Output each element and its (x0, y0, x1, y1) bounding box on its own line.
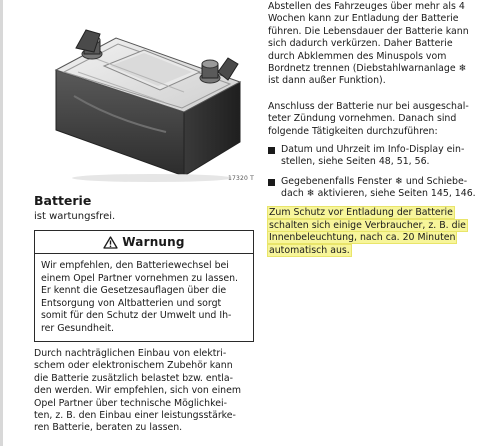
paragraph-line: Durch nachträglichen Einbau von elektri- (34, 348, 227, 359)
bullet-square-icon (268, 147, 275, 154)
warning-box (34, 230, 254, 342)
battery-figure (34, 0, 256, 185)
warning-line: somit für den Schutz der Umwelt und Ih- (41, 310, 232, 322)
highlighted-note (268, 207, 488, 257)
paragraph-line: durch Abklemmen des Minuspols vom (268, 50, 447, 62)
right-column (268, 0, 494, 446)
highlight-line: automatisch aus. (269, 244, 350, 256)
paragraph-line: führen. Die Lebensdauer der Batterie kann (268, 25, 469, 37)
bullet-text (281, 176, 494, 201)
paragraph-line: schem oder elektronischem Zubehör kann (34, 360, 233, 372)
car-battery-illustration (34, 0, 256, 185)
paragraph-line: Wochen kann zur Entladung der Batterie (268, 13, 459, 25)
warning-line: rer Gesundheit. (41, 322, 114, 334)
section-heading: Batterie (34, 193, 92, 208)
warning-header (35, 231, 253, 254)
paragraph-line: sich dadurch verkürzen. Daher Batterie (268, 38, 453, 50)
bullet-item (268, 144, 494, 169)
highlight-line: schalten sich einige Verbraucher, z. B. die (269, 219, 466, 231)
warning-line: einem Opel Partner vornehmen zu lassen. (41, 272, 239, 284)
figure-number: 17320 T (227, 175, 254, 182)
parking-paragraph (268, 1, 492, 88)
paragraph-line: teter Zündung vornehmen. Danach sind (268, 113, 457, 125)
bullet-text (281, 144, 494, 169)
warning-line: Entsorgung von Altbatterien und sorgt (41, 297, 222, 309)
paragraph-line: die Batterie zusätzlich belastet bzw. entla- (34, 372, 233, 384)
warning-triangle-icon (103, 236, 118, 249)
highlight-line: Innenbeleuchtung, nach ca. 20 Minuten (269, 232, 456, 244)
bullet-square-icon (268, 179, 275, 186)
paragraph-line: Anschluss der Batterie nur bei ausgeschal- (268, 101, 469, 112)
paragraph-line: den werden. Wir empfehlen, sich von einem (34, 385, 242, 397)
paragraph-line: folgende Tätigkeiten durchzuführen: (268, 125, 438, 137)
paragraph-line: ren Batterie, beraten zu lassen. (34, 422, 183, 434)
left-column (34, 0, 256, 446)
bullet-item (268, 176, 494, 201)
paragraph-line: ist dann außer Funktion). (268, 75, 386, 87)
warning-line: Er kennt die Gesetzesauflagen über die (41, 285, 227, 297)
bullet-line: Datum und Uhrzeit im Info-Display ein- (281, 144, 465, 155)
connect-paragraph (268, 101, 492, 138)
bullet-line: Gegebenenfalls Fenster ❄ und Schiebe- (281, 176, 468, 187)
bullet-line: stellen, siehe Seiten 48, 51, 56. (281, 156, 430, 168)
warning-line: Wir empfehlen, den Batteriewechsel bei (41, 260, 229, 271)
warning-body (35, 254, 253, 336)
section-subtext: ist wartungsfrei. (34, 211, 116, 222)
paragraph-line: ten, z. B. den Einbau einer leistungsstärke- (34, 410, 236, 422)
paragraph-line: Opel Partner über technische Möglichkei- (34, 397, 227, 409)
page-edge (0, 0, 3, 446)
accessory-paragraph (34, 348, 256, 435)
bullet-line: dach ❄ aktivieren, siehe Seiten 145, 146. (281, 188, 476, 200)
highlight-line: Zum Schutz vor Entladung der Batterie (269, 207, 453, 218)
warning-title: Warnung (122, 235, 185, 249)
paragraph-line: Bordnetz trennen (Diebstahlwarnanlage ❄ (268, 63, 467, 75)
paragraph-line: Abstellen des Fahrzeuges über mehr als 4 (268, 1, 465, 12)
